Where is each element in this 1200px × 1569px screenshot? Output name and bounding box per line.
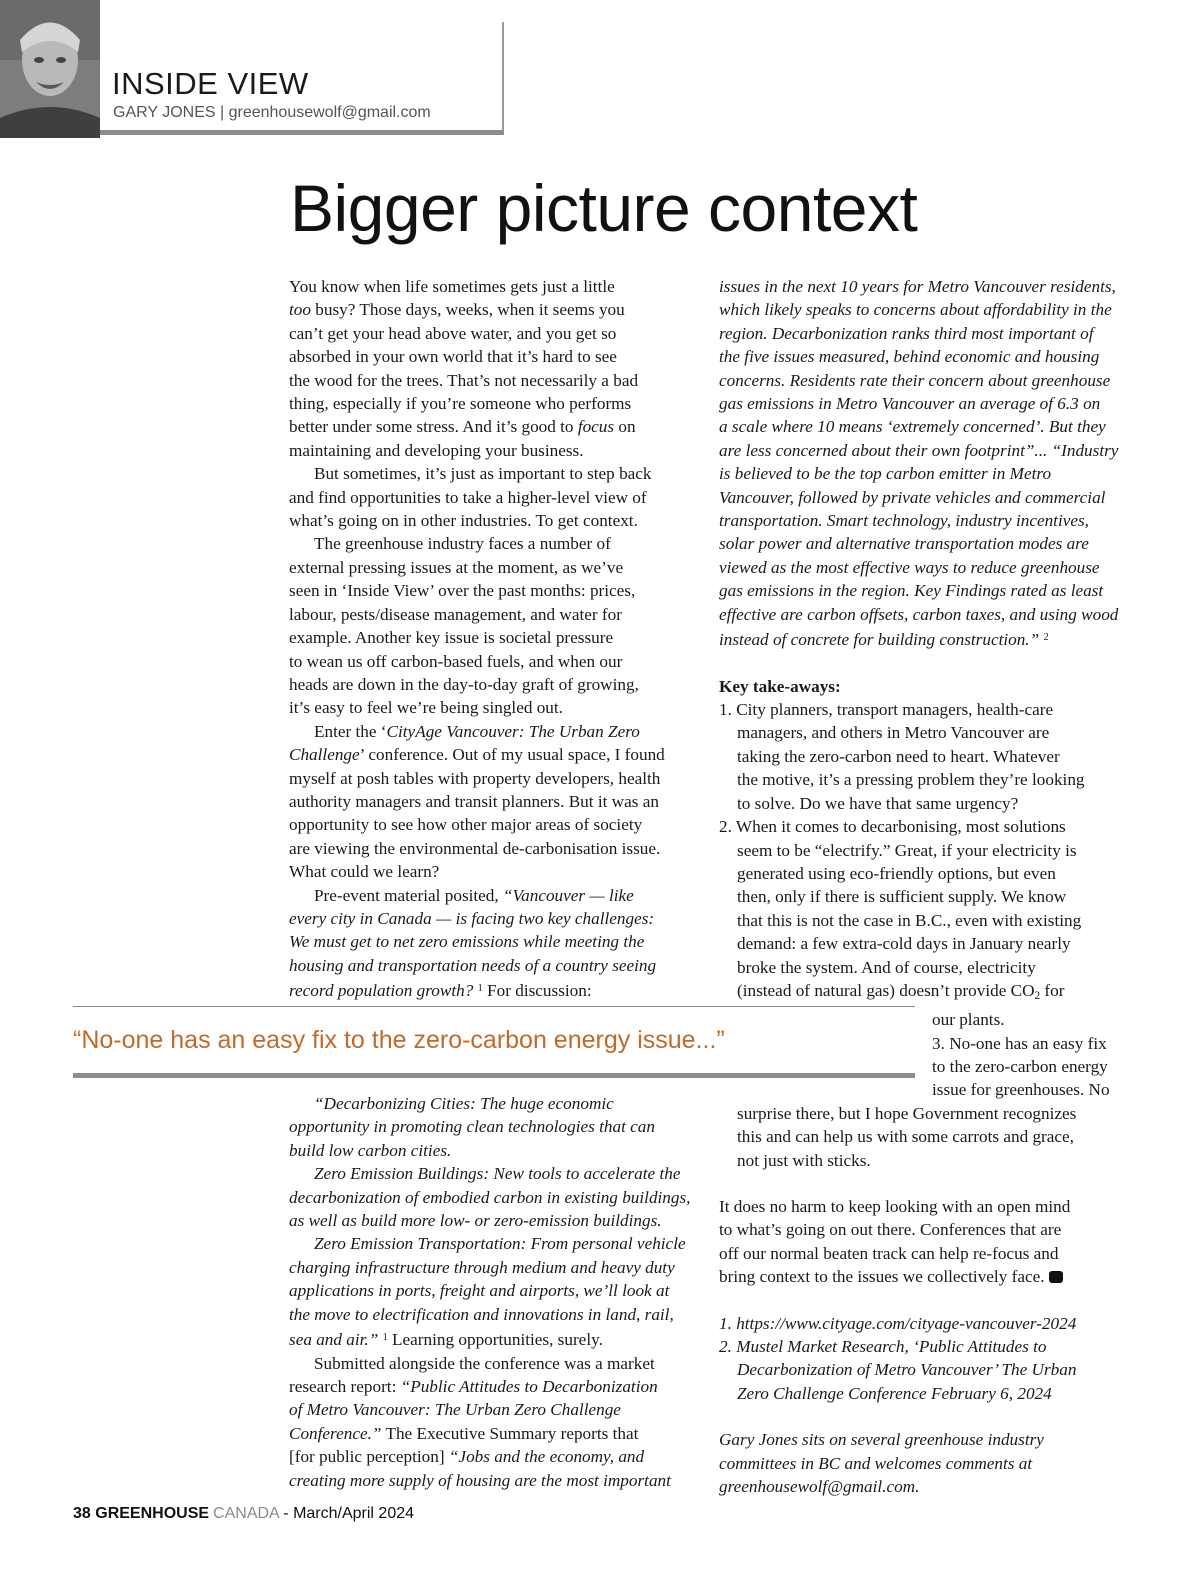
header-divider-horizontal <box>100 130 504 135</box>
pull-quote: “No-one has an easy fix to the zero-carbon energy issue...” <box>73 1026 725 1054</box>
takeaway-3: 3. No-one has an easy fix to the zero-carbon energy issue for greenhouses. No surprise there, but I hope Government recognizes this and can help us with some carrots and grace, not just with sticks. <box>737 1033 1110 1170</box>
pullquote-rule-bottom <box>73 1073 915 1078</box>
references: 1. https://www.cityage.com/cityage-vancouver-2024 2. Mustel Market Research, ‘Public Attitudes to Decarbonization of Metro Vancouver’ The Urban Zero Challenge Conference February 6, 2024 <box>719 1313 1077 1403</box>
article-headline: Bigger picture context <box>290 171 918 245</box>
right-column <box>719 275 1129 1498</box>
gc-end-mark-icon <box>1049 1271 1063 1283</box>
takeaway-2: 2. When it comes to decarbonising, most solutions seem to be “electrify.” Great, if your electricity is generated using eco-friendly options, but even then, only if there is sufficient supply. We know that this is not the case in B.C., even with existing demand: a few extra-cold days in January nearly broke the system. And of course, electricity (instead of natural gas) doesn’t provide $CO_2$ for our plants. <box>719 817 1082 1030</box>
takeaway-1: 1. City planners, transport managers, health-care managers, and others in Metro Vancouver are taking the zero-carbon need to heart. Whatever the motive, it’s a pressing problem they’re looking to solve. Do we have that same urgency? <box>719 700 1085 813</box>
takeaways-heading: Key take-aways: <box>719 676 841 696</box>
author-portrait-icon <box>0 0 100 138</box>
paragraph-3: The greenhouse industry faces a number of external pressing issues at the moment, as we’ve seen in ‘Inside View’ over the past months: prices, labour, pests/disease management, and water for example. Another key issue is societal pressure to wean us off carbon-based fuels, and when our heads are down in the day-to-day graft of growing, it’s easy to feel we’re being singled out. <box>289 534 639 718</box>
paragraph-4: Enter the ‘CityAge Vancouver: The Urban Zero Challenge’ conference. Out of my usual space, I found myself at posh tables with property developers, health authority managers and transit planners. But it was an opportunity to see how other major areas of society are viewing the environmental de-carbonisation issue. What could we learn? <box>289 721 665 882</box>
magazine-brand-sub: CANADA <box>213 1505 279 1522</box>
column-label: INSIDE VIEW <box>112 66 309 101</box>
header-divider-vertical <box>502 22 504 132</box>
conference-quote-2: Zero Emission Buildings: New tools to accelerate the decarbonization of embodied carbon in existing buildings, as well as build more low- or zero-emission buildings. <box>289 1164 691 1231</box>
closing-paragraph: It does no harm to keep looking with an open mind to what’s going on out there. Conferences that are off our normal beaten track can help re-focus and bring context to the issues we collectively face. <box>719 1196 1071 1287</box>
conference-quote-3: Zero Emission Transportation: From personal vehicle charging infrastructure through medium and heavy duty applications in ports, freight and airports, we’ll look at the move to electrification and innovations in land, rail, sea and air.” $^1$ Learning opportunities, surely. <box>289 1234 686 1350</box>
page-footer <box>73 1504 414 1524</box>
market-research-paragraph: Submitted alongside the conference was a market research report: “Public Attitudes to Decarbonization of Metro Vancouver: The Urban Zero Challenge Conference.” The Executive Summary reports that [for public perception] “Jobs and the economy, and creating more supply of housing are the most important <box>289 1353 671 1490</box>
magazine-brand: GREENHOUSE <box>95 1505 210 1522</box>
conference-quote-1: “Decarbonizing Cities: The huge economic opportunity in promoting clean technologies that can build low carbon cities. <box>289 1094 655 1160</box>
survey-quote: issues in the next 10 years for Metro Vancouver residents, which likely speaks to concerns about affordability in the region. Decarbonization ranks third most important of the five issues measured, behind economic and housing concerns. Residents rate their concern about greenhouse gas emissions in Metro Vancouver an average of 6.3 on a scale where 10 means ‘extremely concerned’. But they are less concerned about their own footprint”... “Industry is believed to be the top carbon emitter in Metro Vancouver, followed by private vehicles and commercial transportation. Smart technology, industry incentives, solar power and alternative transportation modes are viewed as the most effective ways to reduce greenhouse gas emissions in the region. Key Findings rated as least effective are carbon offsets, carbon taxes, and using wood instead of concrete for building construction.” $^2$ <box>719 277 1119 650</box>
paragraph-1: You know when life sometimes gets just a little too busy? Those days, weeks, when it seems you can’t get your head above water, and you get so absorbed in your own world that it’s hard to see the wood for the trees. That’s not necessarily a bad thing, especially if you’re someone who performs better under some stress. And it’s good to focus on maintaining and developing your business. <box>289 277 639 460</box>
left-column-top <box>289 275 699 1003</box>
page-number: 38 <box>73 1505 91 1522</box>
author-photo <box>0 0 100 138</box>
left-column-bottom <box>289 1092 699 1492</box>
author-bio: Gary Jones sits on several greenhouse industry committees in BC and welcomes comments at greenhousewolf@gmail.com. <box>719 1430 1044 1497</box>
issue-date: - March/April 2024 <box>278 1505 415 1522</box>
paragraph-2: But sometimes, it’s just as important to step back and find opportunities to take a higher-level view of what’s going on in other industries. To get context. <box>289 464 652 531</box>
pullquote-rule-top <box>73 1006 915 1007</box>
author-byline: GARY JONES | greenhousewolf@gmail.com <box>113 104 431 121</box>
paragraph-5: Pre-event material posited, “Vancouver — like every city in Canada — is facing two key challenges: We must get to net zero emissions while meeting the housing and transportation needs of a country seeing record population growth? $^1$ For discussion: <box>289 885 657 1001</box>
